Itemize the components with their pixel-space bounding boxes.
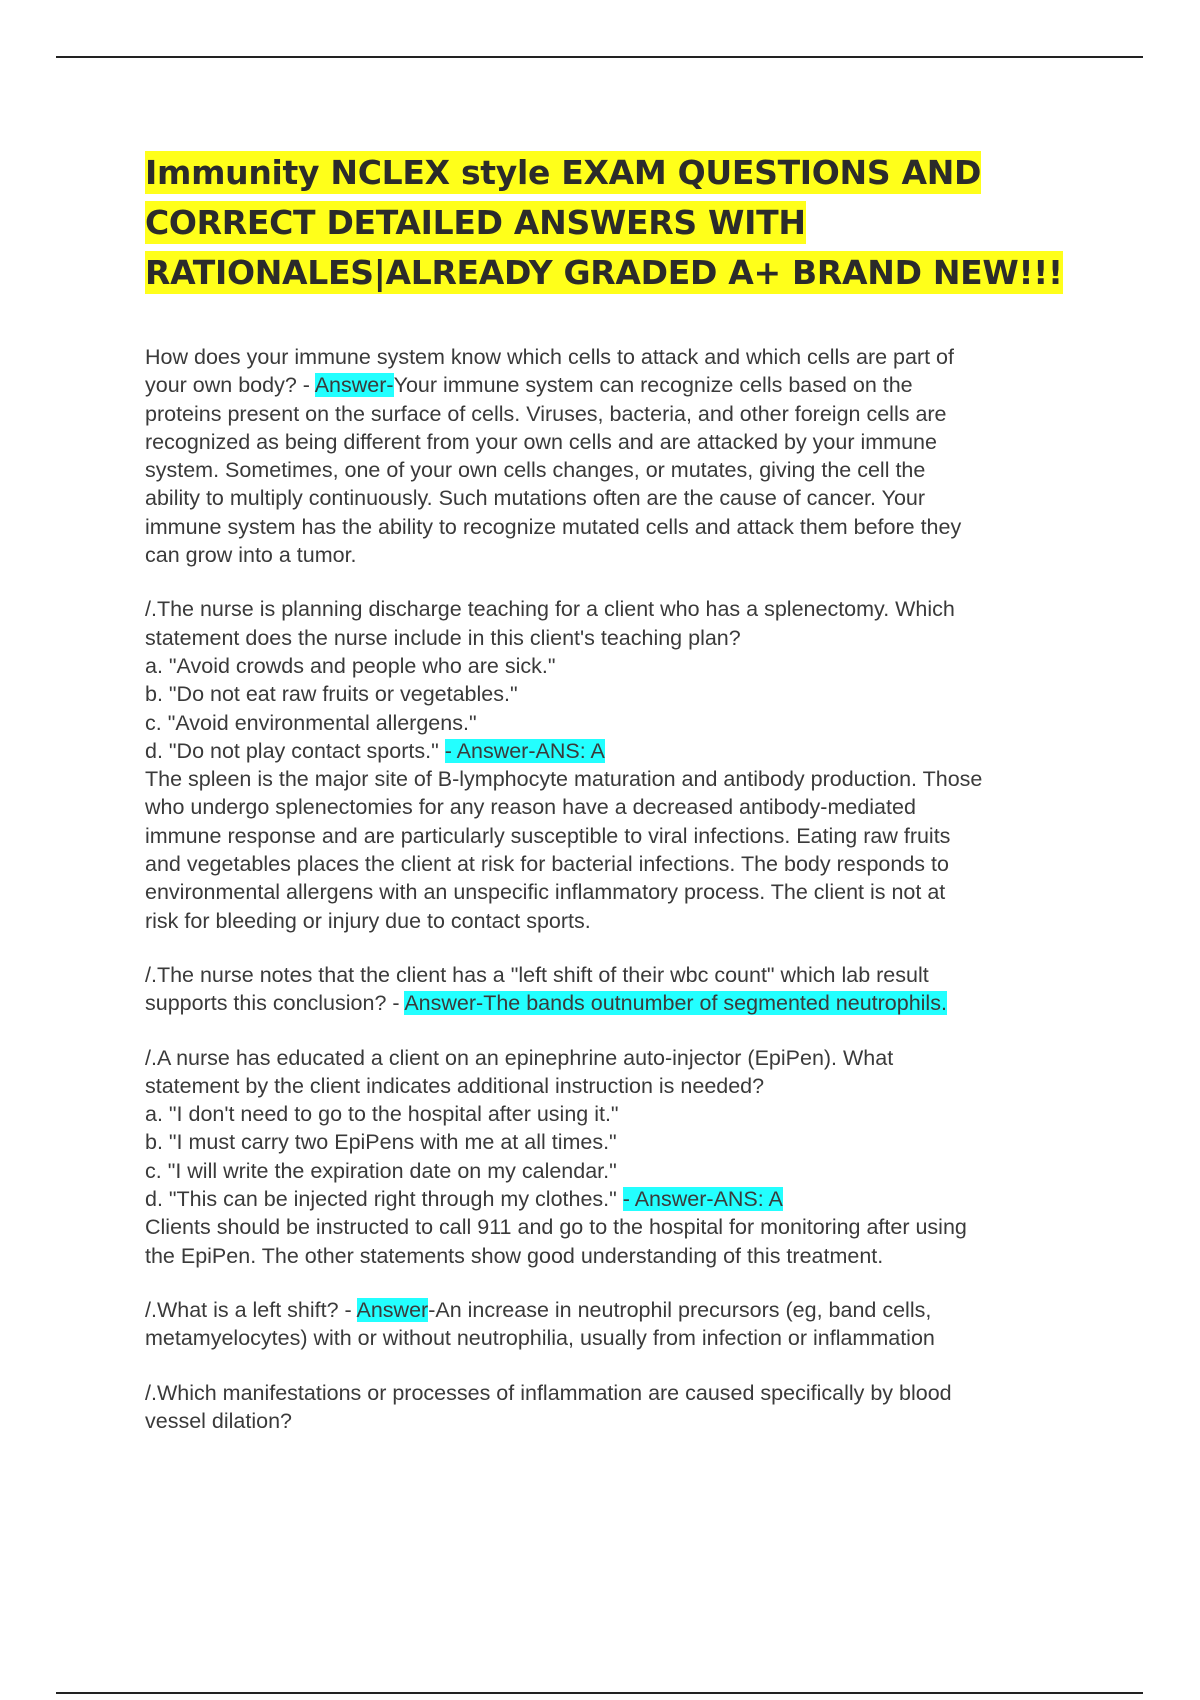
title-line-2: CORRECT DETAILED ANSWERS WITH: [145, 203, 806, 242]
question-line: /.The nurse notes that the client has a "left shift of their wbc count" which lab result: [145, 962, 929, 987]
title-line-1: Immunity NCLEX style EXAM QUESTIONS AND: [145, 153, 982, 192]
option-d: [145, 1185, 1095, 1213]
text-segment: -An increase in neutrophil precursors (eg, band cells,: [428, 1297, 932, 1322]
text-segment: Your immune system can recognize cells based on the: [393, 373, 913, 398]
text-line: recognized as being different from your own cells and are attacked by your immune: [145, 429, 937, 454]
text-line: How does your immune system know which cells to attack and which cells are part of: [145, 345, 954, 369]
question-line: /.The nurse is planning discharge teaching for a client who has a splenectomy. Which: [145, 597, 955, 622]
text-line: can grow into a tumor.: [145, 543, 357, 568]
text-segment: your own body? -: [145, 373, 315, 398]
rationale-line: Clients should be instructed to call 911 and go to the hospital for monitoring after using: [145, 1215, 967, 1240]
text-segment: /.What is a left shift? -: [145, 1297, 357, 1322]
rationale-line: environmental allergens with an unspecific inflammatory process. The client is not at: [145, 880, 946, 905]
qa-item-left-shift-definition: [145, 1296, 1095, 1353]
option-a: a. "I don't need to go to the hospital after using it.": [145, 1102, 619, 1127]
option-c: c. "I will write the expiration date on my calendar.": [145, 1158, 617, 1183]
title-line-3: RATIONALES|ALREADY GRADED A+ BRAND NEW!!!: [145, 253, 1063, 292]
question-line: statement by the client indicates additional instruction is needed?: [145, 1073, 765, 1098]
qa-list: [145, 343, 1095, 1435]
text-line: ability to multiply continuously. Such mutations often are the cause of cancer. Your: [145, 486, 926, 511]
answer-highlight: Answer-The bands outnumber of segmented neutrophils.: [404, 991, 947, 1016]
footer-rule: [56, 1692, 1143, 1694]
answer-highlight: Answer-: [314, 373, 394, 398]
qa-item-left-shift-lab: [145, 961, 1095, 1018]
answer-highlight: - Answer-ANS: A: [622, 1187, 783, 1212]
option-b: b. "Do not eat raw fruits or vegetables.": [145, 682, 518, 707]
rationale-line: risk for bleeding or injury due to contact sports.: [145, 908, 591, 933]
rationale-line: The spleen is the major site of B-lymphocyte maturation and antibody production. Those: [145, 767, 983, 792]
answer-highlight: - Answer-ANS: A: [444, 738, 605, 763]
qa-item-splenectomy: [145, 595, 1095, 935]
option-text: d. "This can be injected right through my clothes.": [145, 1187, 623, 1212]
option-text: d. "Do not play contact sports.": [145, 738, 445, 763]
answer-highlight: Answer: [356, 1297, 429, 1322]
qa-item-vessel-dilation: [145, 1379, 1095, 1436]
question-line: statement does the nurse include in this client's teaching plan?: [145, 625, 741, 650]
question-line: [145, 989, 1095, 1017]
rationale-line: and vegetables places the client at risk for bacterial infections. The body responds to: [145, 852, 949, 877]
question-line: [145, 1296, 1095, 1324]
qa-item-epipen: [145, 1044, 1095, 1270]
qa-item-immune-recognition: [145, 343, 1095, 569]
question-line: vessel dilation?: [145, 1408, 293, 1433]
rationale-line: immune response and are particularly susceptible to viral infections. Eating raw fruits: [145, 823, 951, 848]
header-rule: [56, 56, 1143, 58]
text-line: [145, 371, 1095, 399]
text-segment: supports this conclusion? -: [145, 991, 405, 1016]
text-line: metamyelocytes) with or without neutrophilia, usually from infection or inflammation: [145, 1326, 935, 1351]
rationale-line: the EpiPen. The other statements show good understanding of this treatment.: [145, 1243, 884, 1268]
document-page: [145, 148, 1095, 1461]
option-c: c. "Avoid environmental allergens.": [145, 710, 477, 735]
rationale-line: who undergo splenectomies for any reason have a decreased antibody-mediated: [145, 795, 916, 820]
question-line: /.A nurse has educated a client on an epinephrine auto-injector (EpiPen). What: [145, 1045, 894, 1070]
question-line: /.Which manifestations or processes of inflammation are caused specifically by blood: [145, 1380, 952, 1405]
option-b: b. "I must carry two EpiPens with me at all times.": [145, 1130, 617, 1155]
option-a: a. "Avoid crowds and people who are sick.": [145, 653, 556, 678]
option-d: [145, 737, 1095, 765]
text-line: proteins present on the surface of cells. Viruses, bacteria, and other foreign cells are: [145, 401, 947, 426]
text-line: immune system has the ability to recognize mutated cells and attack them before they: [145, 514, 962, 539]
document-title: [145, 148, 1095, 298]
text-line: system. Sometimes, one of your own cells changes, or mutates, giving the cell the: [145, 458, 926, 483]
